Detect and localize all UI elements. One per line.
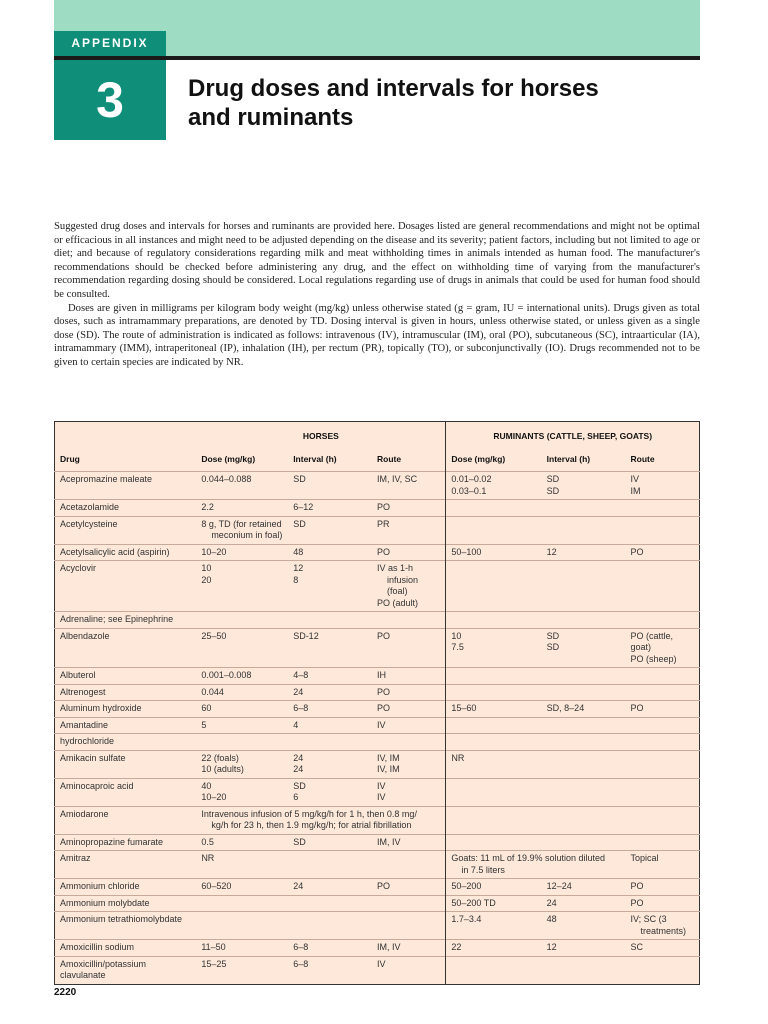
table-row	[55, 734, 700, 751]
horse-route: PO	[372, 544, 446, 561]
horse-dose: 15–25	[196, 956, 288, 984]
table-row	[55, 717, 700, 734]
ruminant-dose: 0.01–0.02 0.03–0.1	[446, 472, 542, 500]
horse-route: IV, IM IV, IM	[372, 750, 446, 778]
ruminant-interval	[542, 684, 626, 701]
drug-name: Acetylsalicylic acid (aspirin)	[55, 544, 197, 561]
horse-interval: 4	[288, 717, 372, 734]
drug-name: Aluminum hydroxide	[55, 701, 197, 718]
horse-route: PO	[372, 500, 446, 517]
horse-interval: 24 24	[288, 750, 372, 778]
ruminant-dose-note: Goats: 11 mL of 19.9% solution diluted in 7.5 liters	[446, 851, 626, 879]
ruminant-interval: SD SD	[542, 628, 626, 668]
ruminant-interval	[542, 734, 626, 751]
horse-interval: 6–8	[288, 956, 372, 984]
horse-interval: 6–12	[288, 500, 372, 517]
table-row	[55, 806, 700, 834]
horse-dose	[196, 895, 288, 912]
horse-interval	[288, 912, 372, 940]
horse-interval: SD	[288, 472, 372, 500]
horse-interval: 48	[288, 544, 372, 561]
horse-route	[372, 895, 446, 912]
ruminant-interval: 12–24	[542, 879, 626, 896]
drug-name: Adrenaline; see Epinephrine	[55, 612, 197, 629]
horse-dose: 8 g, TD (for retained meconium in foal)	[196, 516, 288, 544]
ruminant-interval	[542, 956, 626, 984]
ruminant-dose: NR	[446, 750, 542, 778]
table-row	[55, 834, 700, 851]
table-row	[55, 684, 700, 701]
horse-interval: SD	[288, 834, 372, 851]
horse-route: IV	[372, 956, 446, 984]
horse-dose	[196, 612, 288, 629]
table-row	[55, 668, 700, 685]
drug-name: Amikacin sulfate	[55, 750, 197, 778]
horse-interval: SD	[288, 516, 372, 544]
ruminant-route	[625, 806, 699, 834]
horse-route	[372, 612, 446, 629]
ruminant-dose: 50–200 TD	[446, 895, 542, 912]
table-row	[55, 701, 700, 718]
appendix-number: 3	[54, 60, 166, 140]
ruminant-interval: 12	[542, 940, 626, 957]
col-horse-dose: Dose (mg/kg)	[201, 453, 256, 464]
drug-name: Amantadine	[55, 717, 197, 734]
horse-route	[372, 734, 446, 751]
horse-route: IM, IV	[372, 834, 446, 851]
ruminant-interval: 48	[542, 912, 626, 940]
ruminant-route: IV IM	[625, 472, 699, 500]
group-ruminants: RUMINANTS (CATTLE, SHEEP, GOATS)	[446, 422, 700, 451]
ruminant-dose	[446, 500, 542, 517]
ruminant-route: PO (cattle, goat) PO (sheep)	[625, 628, 699, 668]
horse-route: IM, IV, SC	[372, 472, 446, 500]
ruminant-route	[625, 500, 699, 517]
ruminant-route	[625, 734, 699, 751]
ruminant-dose	[446, 834, 542, 851]
ruminant-interval: SD SD	[542, 472, 626, 500]
horse-route: PO	[372, 684, 446, 701]
group-horses: HORSES	[302, 431, 339, 441]
table-row	[55, 750, 700, 778]
horse-route: PO	[372, 701, 446, 718]
table-row	[55, 895, 700, 912]
horse-dose	[196, 734, 288, 751]
horse-interval: 24	[288, 879, 372, 896]
horse-interval: 6–8	[288, 940, 372, 957]
drug-name: Amiodarone	[55, 806, 197, 834]
horse-dose: 10 20	[196, 561, 288, 612]
ruminant-route	[625, 516, 699, 544]
ruminant-interval	[542, 717, 626, 734]
table-body	[55, 472, 700, 985]
ruminant-interval	[542, 750, 626, 778]
table-row	[55, 544, 700, 561]
drug-name: Ammonium tetrathiomolybdate	[55, 912, 197, 940]
ruminant-interval: 24	[542, 895, 626, 912]
ruminant-interval: 12	[542, 544, 626, 561]
horse-route	[372, 851, 446, 879]
horse-dose: 0.5	[196, 834, 288, 851]
ruminant-dose	[446, 956, 542, 984]
col-ruminant-route: Route	[630, 453, 655, 464]
drug-name: Acepromazine maleate	[55, 472, 197, 500]
ruminant-dose	[446, 684, 542, 701]
horse-dose: 0.044	[196, 684, 288, 701]
horse-dose: 40 10–20	[196, 778, 288, 806]
ruminant-dose: 50–100	[446, 544, 542, 561]
ruminant-route: PO	[625, 544, 699, 561]
page-title	[188, 74, 688, 132]
table-row	[55, 912, 700, 940]
ruminant-dose	[446, 778, 542, 806]
ruminant-dose: 50–200	[446, 879, 542, 896]
ruminant-dose: 22	[446, 940, 542, 957]
ruminant-route: PO	[625, 701, 699, 718]
horse-dose: 11–50	[196, 940, 288, 957]
table-row	[55, 472, 700, 500]
horse-dose: 60–520	[196, 879, 288, 896]
table-row	[55, 940, 700, 957]
horse-interval: 4–8	[288, 668, 372, 685]
drug-name: Acetylcysteine	[55, 516, 197, 544]
horse-route: IV as 1-h infusion (foal) PO (adult)	[372, 561, 446, 612]
ruminant-route	[625, 612, 699, 629]
horse-route: IH	[372, 668, 446, 685]
ruminant-route	[625, 561, 699, 612]
horse-interval: 6–8	[288, 701, 372, 718]
drug-name: Ammonium chloride	[55, 879, 197, 896]
ruminant-route: PO	[625, 895, 699, 912]
ruminant-route: PO	[625, 879, 699, 896]
ruminant-route: Topical	[625, 851, 699, 879]
horse-interval	[288, 895, 372, 912]
horse-dose: 22 (foals) 10 (adults)	[196, 750, 288, 778]
ruminant-interval	[542, 668, 626, 685]
ruminant-dose	[446, 561, 542, 612]
intro-paragraph-2: Doses are given in milligrams per kilogram body weight (mg/kg) unless otherwise stated (g = gram, IU = international units). Drugs given as total doses, such as intramammary preparations, are denoted by TD. Dosing interval is given in hours, unless otherwise stated, or unless given as a single dose (SD). The route of administration is indicated as follows: intravenous (IV), intramuscular (IM), oral (PO), subcutaneous (SC), intraarticular (IA), intramammary (IMM), intraperitoneal (IP), inhalation (IH), per rectum (PR), topically (TO), or subconjunctivally (IO). Drugs recommended not to be given to certain species are indicated by NR.	[54, 302, 700, 368]
appendix-label: APPENDIX	[54, 31, 166, 56]
horse-dose: 2.2	[196, 500, 288, 517]
ruminant-dose	[446, 612, 542, 629]
horse-route: PO	[372, 628, 446, 668]
horse-interval	[288, 612, 372, 629]
horse-route: IM, IV	[372, 940, 446, 957]
drug-name: Aminocaproic acid	[55, 778, 197, 806]
ruminant-interval	[542, 806, 626, 834]
ruminant-interval	[542, 612, 626, 629]
horse-dose: 60	[196, 701, 288, 718]
ruminant-dose: 1.7–3.4	[446, 912, 542, 940]
drug-name: hydrochloride	[55, 734, 197, 751]
ruminant-interval	[542, 834, 626, 851]
ruminant-interval	[542, 500, 626, 517]
horse-interval: SD 6	[288, 778, 372, 806]
table-row	[55, 612, 700, 629]
drug-name: Amitraz	[55, 851, 197, 879]
horse-interval: SD-12	[288, 628, 372, 668]
horse-route	[372, 912, 446, 940]
page-number: 2220	[54, 987, 77, 998]
ruminant-dose: 15–60	[446, 701, 542, 718]
horse-route: IV	[372, 717, 446, 734]
ruminant-dose	[446, 516, 542, 544]
col-ruminant-dose: Dose (mg/kg)	[446, 451, 542, 472]
ruminant-dose	[446, 734, 542, 751]
table-row	[55, 778, 700, 806]
ruminant-route	[625, 956, 699, 984]
table-row	[55, 879, 700, 896]
ruminant-route	[625, 717, 699, 734]
title-line-1: Drug doses and intervals for horses	[188, 75, 599, 102]
title-line-2: and ruminants	[188, 104, 354, 131]
horse-dose-note: Intravenous infusion of 5 mg/kg/h for 1 h, then 0.8 mg/ kg/h for 23 h, then 1.9 mg/kg/h; for atrial fibrillation	[196, 806, 446, 834]
horse-route: IV IV	[372, 778, 446, 806]
ruminant-dose	[446, 668, 542, 685]
table-row	[55, 516, 700, 544]
drug-name: Amoxicillin sodium	[55, 940, 197, 957]
drug-name: Acetazolamide	[55, 500, 197, 517]
drug-name: Acyclovir	[55, 561, 197, 612]
ruminant-interval: SD, 8–24	[542, 701, 626, 718]
drug-name: Aminopropazine fumarate	[55, 834, 197, 851]
horse-dose: 5	[196, 717, 288, 734]
ruminant-route	[625, 684, 699, 701]
table-column-header	[55, 451, 700, 472]
ruminant-dose	[446, 717, 542, 734]
horse-route: PR	[372, 516, 446, 544]
ruminant-route	[625, 750, 699, 778]
ruminant-interval	[542, 561, 626, 612]
ruminant-route	[625, 668, 699, 685]
drug-name: Amoxicillin/potassium clavulanate	[55, 956, 197, 984]
drug-name: Altrenogest	[55, 684, 197, 701]
horse-dose: 0.044–0.088	[196, 472, 288, 500]
ruminant-route: SC	[625, 940, 699, 957]
col-horse-route: Route	[377, 453, 402, 464]
horse-interval: 12 8	[288, 561, 372, 612]
table-row	[55, 628, 700, 668]
col-horse-interval: Interval (h)	[293, 453, 337, 464]
drug-name: Albendazole	[55, 628, 197, 668]
table-row	[55, 851, 700, 879]
col-ruminant-interval: Interval (h)	[546, 453, 591, 464]
ruminant-interval	[542, 778, 626, 806]
intro-text	[54, 220, 700, 370]
horse-dose	[196, 912, 288, 940]
ruminant-route	[625, 834, 699, 851]
table-row	[55, 561, 700, 612]
col-drug: Drug	[60, 453, 80, 464]
ruminant-dose	[446, 806, 542, 834]
horse-dose: 0.001–0.008	[196, 668, 288, 685]
ruminant-dose: 10 7.5	[446, 628, 542, 668]
table-row	[55, 500, 700, 517]
horse-route: PO	[372, 879, 446, 896]
table-group-header	[55, 422, 700, 451]
horse-interval	[288, 851, 372, 879]
horse-interval	[288, 734, 372, 751]
intro-paragraph-1: Suggested drug doses and intervals for horses and ruminants are provided here. Dosages listed are general recommendations and might not be optimal or efficacious in all instances and might need to be adjusted depending on the disease and its severity; patient factors, including but not limited to age or diet; and because of regulatory considerations regarding milk and meat withholding times in animals intended as human food. The manufacturer's recommendations should be checked before administering any drug, and the effect on withholding time of varying from the manufacturer's recommendation regarding dosing should be considered. Local regulations regarding use of drugs in animals that could be used for human food should be consulted.	[54, 221, 700, 300]
drug-dose-table	[54, 421, 700, 985]
ruminant-route: IV; SC (3 treatments)	[625, 912, 699, 940]
table-row	[55, 956, 700, 984]
horse-dose: 25–50	[196, 628, 288, 668]
drug-name: Albuterol	[55, 668, 197, 685]
horse-dose: 10–20	[196, 544, 288, 561]
drug-name: Ammonium molybdate	[55, 895, 197, 912]
ruminant-interval	[542, 516, 626, 544]
horse-interval: 24	[288, 684, 372, 701]
ruminant-route	[625, 778, 699, 806]
horse-dose: NR	[196, 851, 288, 879]
